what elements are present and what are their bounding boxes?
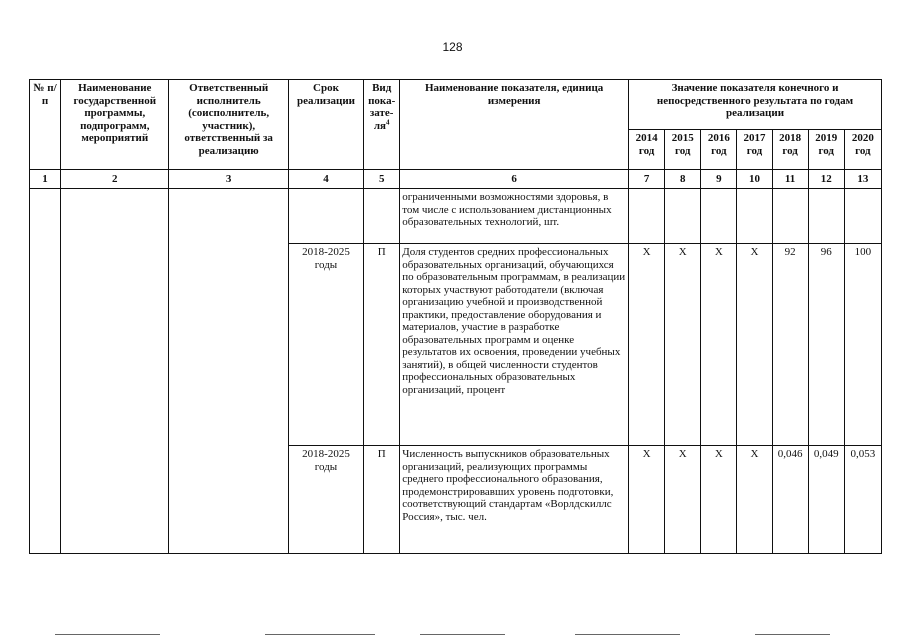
header-period: Срок реализации [288,80,363,170]
number-cell-empty [30,189,61,554]
column-number: 9 [701,170,737,189]
footnote-mark: 4 [386,117,390,126]
executor-cell-empty [169,189,288,554]
value-cell: X [665,244,701,446]
column-number: 7 [629,170,665,189]
value-cell: X [701,244,737,446]
column-number: 2 [61,170,169,189]
value-cell: X [665,446,701,554]
value-cell: X [737,446,772,554]
column-number: 8 [665,170,701,189]
value-cell: X [629,244,665,446]
value-cell [808,189,844,244]
column-number: 13 [844,170,881,189]
value-cell: X [629,446,665,554]
column-number: 11 [772,170,808,189]
type-cell [364,189,400,244]
value-cell: X [701,446,737,554]
scan-edge-line [575,634,680,635]
value-cell: 0,049 [808,446,844,554]
scan-edge-line [265,634,375,635]
value-cell: 96 [808,244,844,446]
header-row-1 [30,80,882,130]
value-cell [665,189,701,244]
header-indicator-type [364,80,400,170]
scan-edge-line [755,634,830,635]
header-values-group: Значение показателя конечного и непосредственного результата по годам реализации [629,80,882,130]
type-cell: П [364,244,400,446]
header-year: 2018 год [772,130,808,170]
period-cell: 2018-2025 годы [288,446,363,554]
table-row [30,189,882,244]
header-year: 2020 год [844,130,881,170]
header-number: № п/п [30,80,61,170]
column-number: 5 [364,170,400,189]
header-year: 2015 год [665,130,701,170]
indicator-name-cell: ограниченными возможностями здоровья, в том числе с использованием дистанционных образовательных технологий, шт. [400,189,629,244]
value-cell [701,189,737,244]
header-program: Наименование государственной программы, подпрограмм, мероприятий [61,80,169,170]
value-cell: X [737,244,772,446]
value-cell: 0,046 [772,446,808,554]
period-cell: 2018-2025 годы [288,244,363,446]
scan-edge-line [420,634,505,635]
header-indicator-name: Наименование показателя, единица измерения [400,80,629,170]
value-cell [737,189,772,244]
page-number: 128 [442,40,463,54]
indicator-table [29,79,882,554]
header-year: 2019 год [808,130,844,170]
value-cell [844,189,881,244]
type-cell: П [364,446,400,554]
scan-edge-line [55,634,160,635]
column-number: 6 [400,170,629,189]
column-number: 3 [169,170,288,189]
program-cell-empty [61,189,169,554]
period-cell [288,189,363,244]
column-number-row [30,170,882,189]
header-indicator-type-text: Вид пока-зате-ля [368,82,396,132]
value-cell [772,189,808,244]
header-year: 2016 год [701,130,737,170]
value-cell: 100 [844,244,881,446]
header-year: 2017 год [737,130,772,170]
header-year: 2014 год [629,130,665,170]
value-cell: 92 [772,244,808,446]
column-number: 1 [30,170,61,189]
value-cell [629,189,665,244]
column-number: 4 [288,170,363,189]
column-number: 10 [737,170,772,189]
column-number: 12 [808,170,844,189]
indicator-name-cell: Численность выпускников образовательных организаций, реализующих программы среднего профессионального образования, продемонстрировавших уровень подготовки, соответствующий стандартам «Ворлдскиллс Россия», тыс. чел. [400,446,629,554]
header-executor: Ответственный исполнитель (соисполнитель, участник), ответственный за реализацию [169,80,288,170]
indicator-name-cell: Доля студентов средних профессиональных образовательных организаций, обучающихся по образовательным программам, в реализации которых участвуют работодатели (включая организацию учебной и производственной практики, предоставление оборудования и материалов, участие в разработке образовательных программ и оценке результатов их освоения, проведении учебных занятий), в общей численности студентов профессиональных образовательных организаций, процент [400,244,629,446]
value-cell: 0,053 [844,446,881,554]
